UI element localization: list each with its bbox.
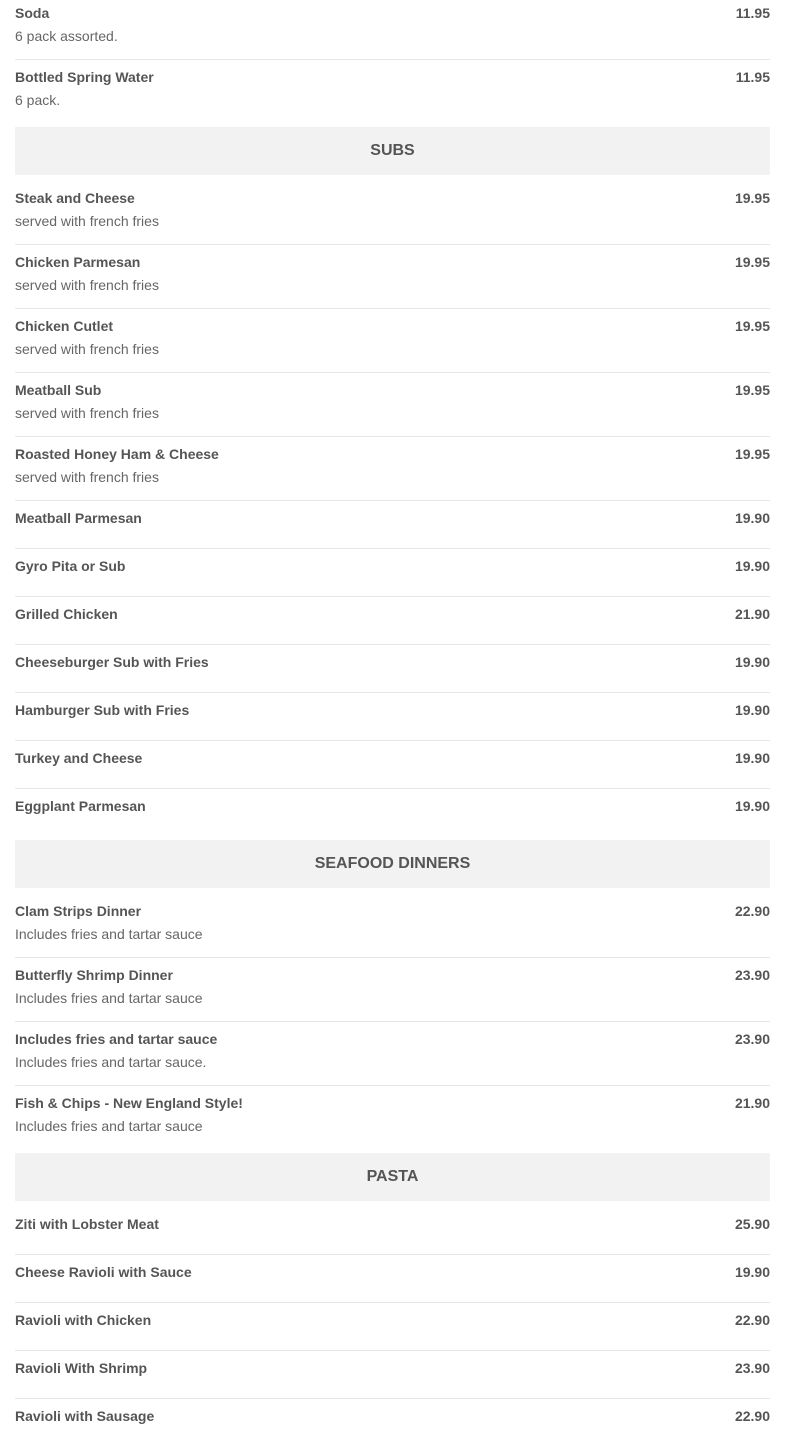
menu-item-soda[interactable] — [15, 0, 770, 60]
menu-item-ravioli-with-sausage[interactable] — [15, 1399, 770, 1447]
menu-item-name: Ravioli with Sausage — [15, 1408, 155, 1424]
menu-item-price: 19.90 — [734, 558, 770, 574]
menu-item-ravioli-with-chicken[interactable] — [15, 1303, 770, 1351]
menu-item-name: Ziti with Lobster Meat — [15, 1216, 159, 1232]
menu-item-name: Eggplant Parmesan — [15, 798, 146, 814]
menu-item-price: 19.90 — [734, 654, 770, 670]
menu-item-name: Cheeseburger Sub with Fries — [15, 654, 209, 670]
menu-item-name: Roasted Honey Ham & Cheese — [15, 446, 219, 462]
menu-item-name: Gyro Pita or Sub — [15, 558, 126, 574]
menu-item-name: Soda — [15, 5, 50, 21]
menu-item-grilled-chicken[interactable] — [15, 597, 770, 645]
menu-item-price: 19.90 — [734, 750, 770, 766]
menu-item-chicken-cutlet[interactable] — [15, 309, 770, 373]
menu-item-name: Meatball Sub — [15, 382, 102, 398]
menu-item-roasted-honey-ham-cheese[interactable] — [15, 437, 770, 501]
menu-item-cheeseburger-sub-with-fries[interactable] — [15, 645, 770, 693]
menu-item-description: served with french fries — [15, 341, 159, 357]
menu-item-turkey-and-cheese[interactable] — [15, 741, 770, 789]
menu-item-name: Meatball Parmesan — [15, 510, 142, 526]
menu-item-price: 22.90 — [734, 903, 770, 919]
menu-item-meatball-parmesan[interactable] — [15, 501, 770, 549]
menu-item-eggplant-parmesan[interactable] — [15, 789, 770, 837]
menu-item-name: Cheese Ravioli with Sauce — [15, 1264, 192, 1280]
menu-item-description: served with french fries — [15, 405, 159, 421]
section-header-seafood-dinners: SEAFOOD DINNERS — [15, 840, 770, 888]
menu-item-price: 25.90 — [734, 1216, 770, 1232]
menu-item-description: 6 pack assorted. — [15, 28, 118, 44]
menu-item-includes-fries-and-tartar-sauce[interactable] — [15, 1022, 770, 1086]
menu-item-price: 22.90 — [734, 1408, 770, 1424]
menu-item-cheese-ravioli-with-sauce[interactable] — [15, 1255, 770, 1303]
menu-item-steak-and-cheese[interactable] — [15, 181, 770, 245]
menu-item-name: Grilled Chicken — [15, 606, 118, 622]
menu-item-description: served with french fries — [15, 213, 159, 229]
menu-item-name: Bottled Spring Water — [15, 69, 154, 85]
menu-item-price: 23.90 — [734, 967, 770, 983]
section-header-pasta: PASTA — [15, 1153, 770, 1201]
section-header-subs: SUBS — [15, 127, 770, 175]
menu-item-gyro-pita-or-sub[interactable] — [15, 549, 770, 597]
menu-item-description: Includes fries and tartar sauce — [15, 926, 203, 942]
menu-item-hamburger-sub-with-fries[interactable] — [15, 693, 770, 741]
menu-item-price: 19.95 — [734, 382, 770, 398]
menu-item-ravioli-with-shrimp[interactable] — [15, 1351, 770, 1399]
menu-item-name: Turkey and Cheese — [15, 750, 143, 766]
menu-item-price: 11.95 — [735, 5, 770, 21]
menu-item-description: Includes fries and tartar sauce — [15, 990, 203, 1006]
menu-item-butterfly-shrimp-dinner[interactable] — [15, 958, 770, 1022]
menu-item-name: Fish & Chips - New England Style! — [15, 1095, 243, 1111]
menu-item-clam-strips-dinner[interactable] — [15, 894, 770, 958]
menu-item-name: Ravioli with Chicken — [15, 1312, 152, 1328]
menu-item-price: 19.95 — [734, 190, 770, 206]
menu-item-price: 19.90 — [734, 510, 770, 526]
menu-item-chicken-parmesan[interactable] — [15, 245, 770, 309]
menu-item-name: Chicken Parmesan — [15, 254, 141, 270]
menu-item-price: 19.90 — [734, 1264, 770, 1280]
menu-item-price: 19.95 — [734, 446, 770, 462]
menu-item-price: 22.90 — [734, 1312, 770, 1328]
menu-item-name: Hamburger Sub with Fries — [15, 702, 190, 718]
menu-item-description: served with french fries — [15, 469, 159, 485]
menu-item-price: 19.90 — [734, 702, 770, 718]
menu-item-name: Includes fries and tartar sauce — [15, 1031, 218, 1047]
menu-item-name: Chicken Cutlet — [15, 318, 114, 334]
menu-item-description: Includes fries and tartar sauce. — [15, 1054, 207, 1070]
menu-item-description: Includes fries and tartar sauce — [15, 1118, 203, 1134]
menu-item-price: 23.90 — [734, 1031, 770, 1047]
menu-item-name: Clam Strips Dinner — [15, 903, 142, 919]
menu-item-name: Butterfly Shrimp Dinner — [15, 967, 173, 983]
menu-item-name: Steak and Cheese — [15, 190, 135, 206]
menu-item-price: 11.95 — [735, 69, 770, 85]
menu-item-price: 19.95 — [734, 318, 770, 334]
menu-item-description: served with french fries — [15, 277, 159, 293]
menu-item-meatball-sub[interactable] — [15, 373, 770, 437]
menu-item-bottled-spring-water[interactable] — [15, 60, 770, 124]
menu-item-name: Ravioli With Shrimp — [15, 1360, 148, 1376]
menu-item-fish-chips-new-england-style[interactable] — [15, 1086, 770, 1150]
menu-item-price: 19.90 — [734, 798, 770, 814]
menu-item-price: 21.90 — [734, 606, 770, 622]
menu-item-price: 21.90 — [734, 1095, 770, 1111]
menu-item-ziti-with-lobster-meat[interactable] — [15, 1207, 770, 1255]
menu-item-price: 19.95 — [734, 254, 770, 270]
menu-item-description: 6 pack. — [15, 92, 61, 108]
menu-item-price: 23.90 — [734, 1360, 770, 1376]
